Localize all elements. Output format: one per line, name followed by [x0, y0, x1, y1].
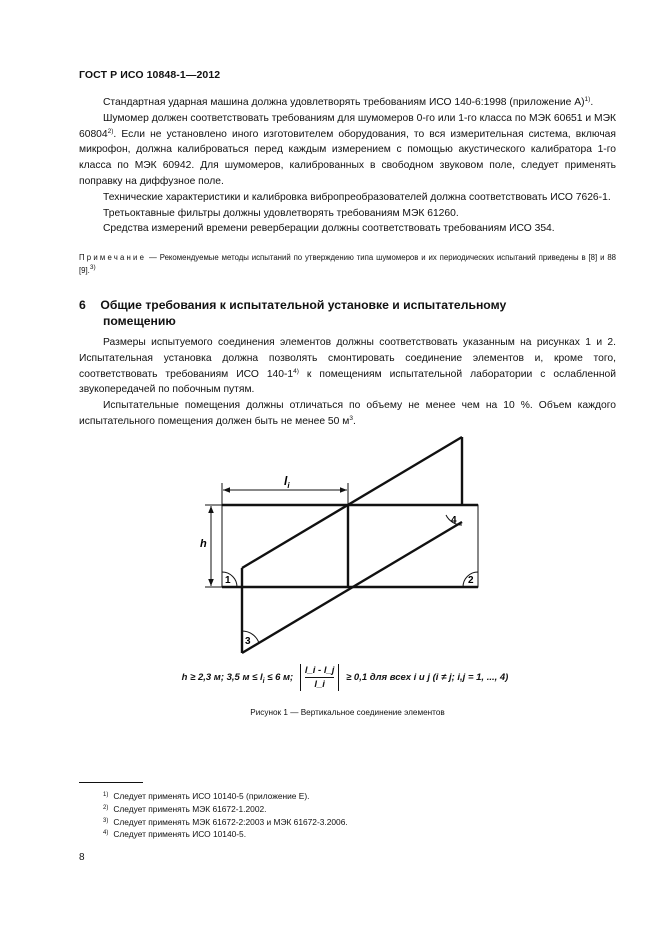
vertical-element — [222, 437, 478, 653]
paragraph: Шумомер должен соответствовать требованиям для шумомеров 0-го или 1-го класса по МЭК 60651 и МЭК 60804$^{2)}$. Если не установлено иного изготовителем оборудования, то вся измерительная система, включая микрофон, должна калиброваться перед каждым измерением с помощью акустического калибратора 1-го класса по МЭК 60942. Для шумомеров, калиброванных в свободном звуковом поле, следует применять поправку на диффузное поле. — [79, 112, 616, 187]
footnote-ref: 1) — [584, 96, 591, 103]
footnote-ref: 4) — [293, 367, 299, 375]
section-heading: 6 Общие требования к испытательной установке и испытательному помещению — [79, 298, 507, 328]
footnote: $^{4)}$ Следует применять ИСО 10140-5. — [103, 829, 247, 840]
figure-caption: Рисунок 1 — Вертикальное соединение элементов — [250, 708, 445, 717]
note: Примечание — Рекомендуемые методы испытаний по утверждению типа шумомеров и их периодических испытаний приведены в [8] и 88 [9].$^{3)}$ — [79, 253, 616, 275]
document-header: ГОСТ Р ИСО 10848-1—2012 — [79, 69, 221, 81]
footnotes — [103, 790, 348, 841]
footnote: $^{3)}$ Следует применять МЭК 61672-2:2003 и МЭК 61672-3.2006. — [103, 816, 348, 827]
formula-fraction: $\frac{l\_i - l\_j}{l\_i}$ — [300, 664, 340, 691]
horizontal-element — [222, 505, 478, 587]
dim-length-label: $l_i$ — [284, 474, 290, 490]
paragraph: Стандартная ударная машина должна удовлетворять требованиям ИСО 140-6:1998 (приложение А)$^{1)}$. — [103, 96, 594, 108]
paragraph: Технические характеристики и калибровка вибропреобразователей должна соответствовать ИСО 7626-1. — [103, 191, 611, 203]
page-number: 8 — [79, 852, 85, 863]
dim-height-label: h — [200, 538, 207, 550]
formula: h ≥ 2,3 м; 3,5 $м \le l_i \le 6$ м; $\frac{l\_i - l\_j}{l\_i}$ ≥ 0,1 для всех i и j (i ≠ j; i,j = 1, ..., 4) — [181, 665, 509, 690]
paragraph: Размеры испытуемого соединения элементов должны соответствовать указанным на рисунках 1 и 2. Испытательная установка должна позволять смонтировать соединение элементов и, кроме того, соответствовать требованиям ИСО 140-1$^{4)}$ к помещениям испытательной лаборатории с ослабленной звукопередачей по побочным путям. — [79, 337, 616, 396]
footnote: $^{2)}$ Следует применять МЭК 61672-1.2002. — [103, 803, 267, 814]
corner-label-2: 2 — [468, 575, 474, 586]
footnote-ref: 3) — [89, 263, 96, 271]
note-label: Примечание — [79, 253, 147, 262]
corner-label-1: 1 — [225, 575, 231, 586]
equipment-requirements — [79, 95, 616, 237]
corner-label-4: 4 — [451, 515, 457, 526]
paragraph: Третьоктавные фильтры должны удовлетворять требованиям МЭК 61260. — [103, 207, 459, 219]
junction-diagram — [190, 435, 500, 660]
corner-label-3: 3 — [245, 636, 251, 647]
section-text — [79, 335, 616, 430]
footnote-divider — [79, 782, 143, 783]
paragraph: Испытательные помещения должны отличаться по объему не менее чем на 10 %. Объем каждого испытательного помещения должен быть не менее 50 $м^3$. — [79, 400, 616, 427]
footnote-ref: 2) — [107, 127, 114, 135]
footnote: $^{1)}$ Следует применять ИСО 10140-5 (приложение Е). — [103, 791, 310, 801]
paragraph: Средства измерений времени реверберации должны соответствовать требованиям ИСО 354. — [103, 223, 555, 235]
footnote-ref: 3 — [349, 414, 353, 422]
